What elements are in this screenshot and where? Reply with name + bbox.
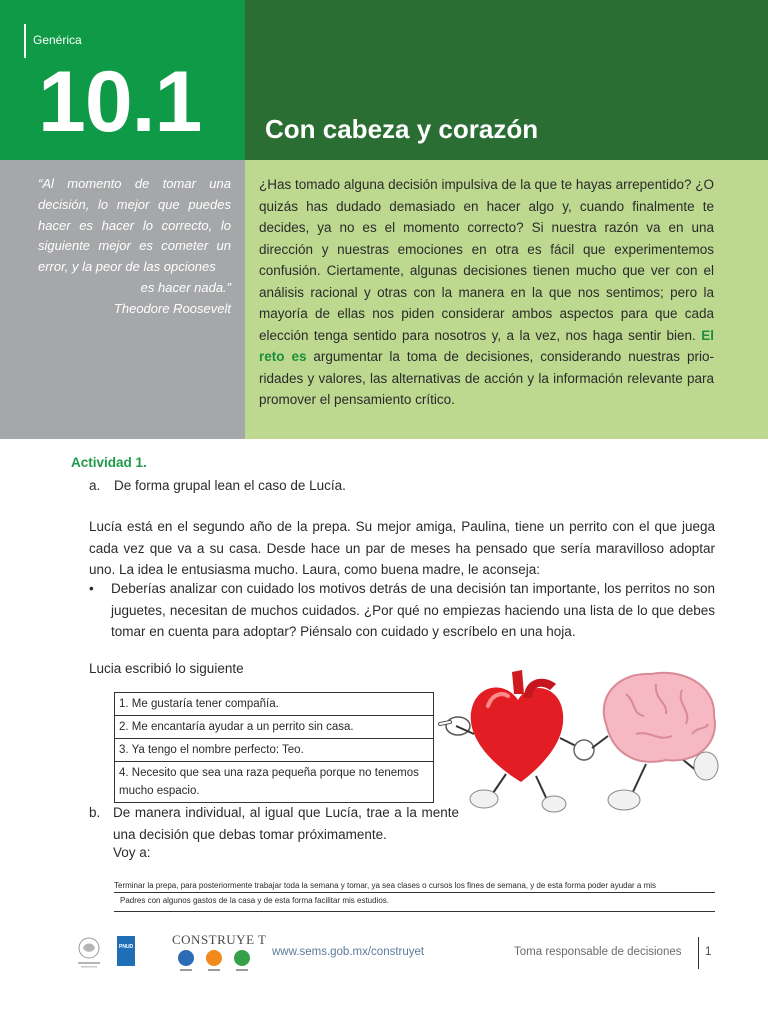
activity-item-a <box>89 476 346 496</box>
blue-circle-icon <box>178 950 194 966</box>
table-row <box>115 716 434 739</box>
activity-title: Actividad 1. <box>71 455 147 470</box>
answer-rule-2 <box>114 911 715 912</box>
reto-text: argumentar la toma de decisiones, considerando nuestras prio-ridades y valores, las alternativas de acción y la información relevante para promover el pensamiento crítico. <box>259 349 714 407</box>
construye-t-icons <box>174 948 254 974</box>
list-item: 3. Ya tengo el nombre perfecto: Teo. <box>115 739 434 762</box>
table-row <box>115 739 434 762</box>
item-b-label: b. <box>89 805 101 820</box>
intro-text <box>259 174 714 411</box>
undp-label: PNUD <box>119 944 134 950</box>
footer-divider <box>698 937 699 969</box>
construye-t-logo: CONSTRUYE T <box>172 932 267 947</box>
table-row <box>115 693 434 716</box>
quote <box>38 174 231 320</box>
lucia-list-table <box>114 692 434 803</box>
reto-label: El reto es <box>259 327 714 364</box>
heart-brain-illustration <box>436 654 726 814</box>
answer-rule-1 <box>114 892 715 893</box>
footer-url[interactable]: www.sems.gob.mx/construyet <box>272 946 425 958</box>
footer-topic: Toma responsable de decisiones <box>514 946 682 958</box>
lucia-wrote-label: Lucia escribió lo siguiente <box>89 661 244 676</box>
list-item: 1. Me gustaría tener compañía. <box>115 693 434 716</box>
item-a-label: a. <box>89 478 101 493</box>
quote-author: Theodore Roosevelt <box>113 300 231 316</box>
bullet-symbol: • <box>89 581 94 596</box>
table-row <box>115 762 434 803</box>
brain-icon <box>592 673 715 762</box>
bullet-text: Deberías analizar con cuidado los motivos detrás de una decisión tan importante, los perritos no son juguetes, necesitan de muchos cuidados. ¿Por qué no empiezas haciendo una lista de lo que debes tomar en cuenta para adoptar? Piénsalo con cuidado y escríbelo en una hoja. <box>111 581 715 639</box>
lesson-title: Con cabeza y corazón <box>265 114 539 144</box>
pointing-hand-icon <box>440 717 470 735</box>
list-item: 4. Necesito que sea una raza pequeña porque no tenemos mucho espacio. <box>115 762 434 803</box>
item-a-text: De forma grupal lean el caso de Lucía. <box>114 478 346 493</box>
case-paragraph: Lucía está en el segundo año de la prepa. Su mejor amiga, Paulina, tiene un perrito con el que juega cada vez que va a su casa. Desde hace un par de meses ha pensado que sería maravilloso adoptar uno. La idea le entusiasma mucho. Laura, como buena madre, le aconseja: <box>89 519 715 577</box>
item-b-text: De manera individual, al igual que Lucía, trae a la mente una decisión que debas tomar próximamente. <box>113 805 459 842</box>
government-seal-logo <box>74 936 104 970</box>
answer-line-2[interactable]: Padres con algunos gastos de la casa y de esta forma facilitar mis estudios. <box>120 896 390 905</box>
joined-hands-icon <box>574 740 594 760</box>
heart-icon <box>456 670 576 782</box>
activity-item-b <box>89 802 459 845</box>
answer-line-1[interactable]: Terminar la prepa, para posteriormente trabajar toda la semana y tomar, ya sea clases o cursos los fines de semana, y de esta forma poder ayudar a mis <box>114 881 657 890</box>
green-circle-icon <box>234 950 250 966</box>
quote-text-end: es hacer nada.” <box>140 279 231 295</box>
category-label: Genérica <box>33 33 82 47</box>
undp-logo <box>117 936 135 966</box>
advice-bullet <box>89 578 715 643</box>
orange-circle-icon <box>206 950 222 966</box>
voy-a-label: Voy a: <box>113 845 151 860</box>
intro-body: ¿Has tomado alguna decisión impulsiva de la que te hayas arrepentido? ¿O quizás has dudado demasiado en hacer algo y, cuando finalmente te decides, ya no es el momento correcto? Si nuestra razón va en una dirección y nuestras emociones en otra es fácil que experimentemos confusión. Ciertamente, algunas decisiones tienen mucho que ver con el análisis racional y otras con la manera en la que nos sentimos; pero la mayoría de ellas nos piden considerar ambos aspectos para que cada elección tenga sentido para nosotros y, a la vez, nos haga sentir bien. <box>259 177 714 343</box>
page-number: 1 <box>705 946 712 958</box>
category-divider <box>24 24 26 58</box>
quote-text: “Al momento de tomar una decisión, lo mejor que puedes hacer es hacer lo correcto, lo siguiente mejor es cometer un error, y la peor de las opciones <box>38 176 231 275</box>
list-item: 2. Me encantaría ayudar a un perrito sin casa. <box>115 716 434 739</box>
lesson-number: 10.1 <box>38 54 202 150</box>
